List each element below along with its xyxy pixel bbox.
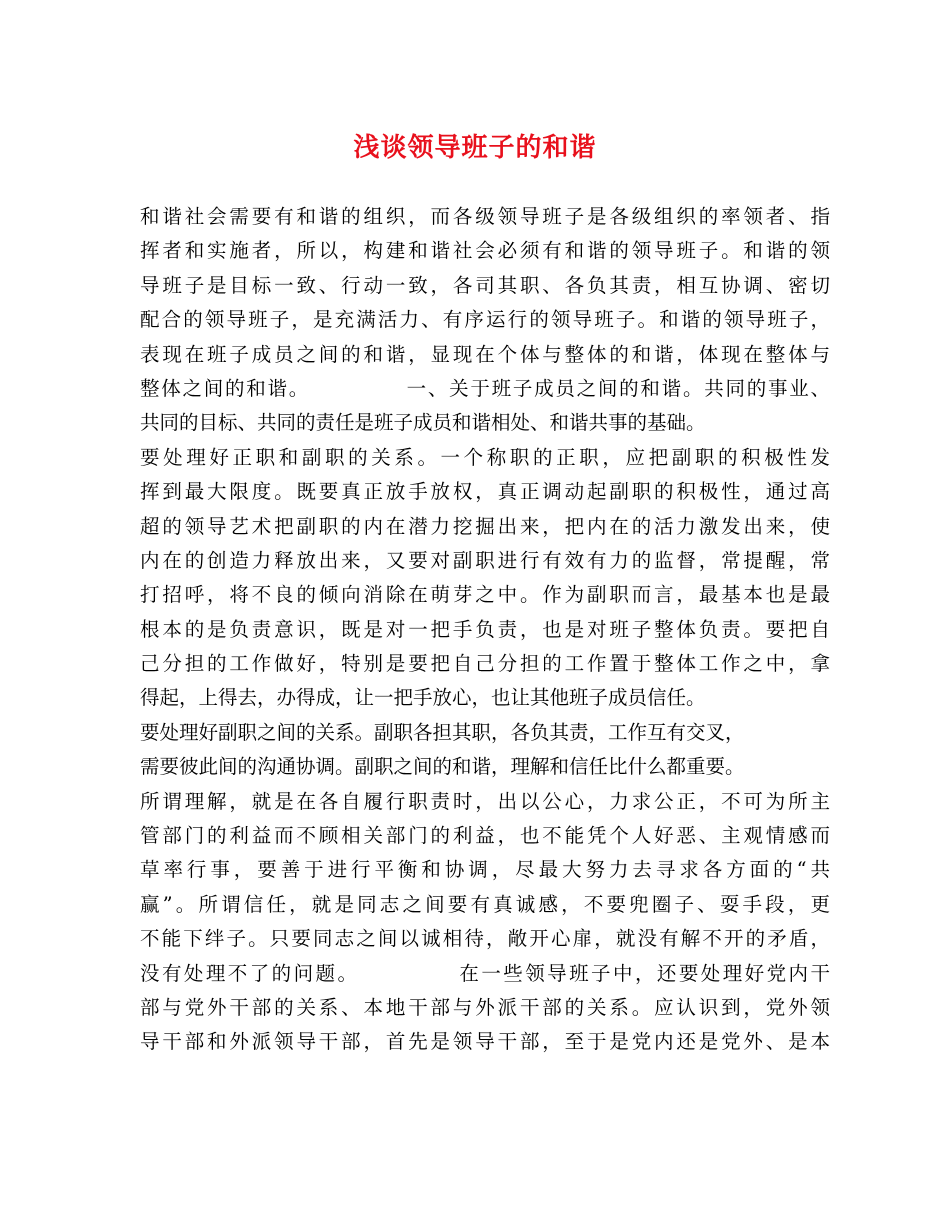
text-line: 和谐社会需要有和谐的组织，而各级领导班子是各级组织的率领者、指 bbox=[140, 205, 830, 228]
text-line: 挥者和实施者，所以，构建和谐社会必须有和谐的领导班子。和谐的领 bbox=[140, 239, 830, 263]
text-line: 需要彼此间的沟通协调。副职之间的和谐，理解和信任比什么都重要。 bbox=[140, 755, 745, 779]
text-line: 根本的是负责意识，既是对一把手负责，也是对班子整体负责。要把自 bbox=[140, 617, 830, 641]
text-line: 不能下绊子。只要同志之间以诚相待，敞开心扉，就没有解不开的矛盾， bbox=[140, 927, 830, 951]
text-line: 己分担的工作做好，特别是要把自己分担的工作置于整体工作之中，拿 bbox=[140, 652, 830, 676]
text-line: 共同的目标、共同的责任是班子成员和谐相处、和谐共事的基础。 bbox=[140, 411, 706, 435]
body-text bbox=[140, 200, 830, 1060]
text-line: 整体之间的和谐。 一、关于班子成员之间的和谐。共同的事业、 bbox=[140, 376, 830, 400]
text-line: 要处理好正职和副职的关系。一个称职的正职，应把副职的积极性发 bbox=[140, 445, 830, 469]
text-line: 表现在班子成员之间的和谐，显现在个体与整体的和谐，体现在整体与 bbox=[140, 342, 830, 366]
text-line: 超的领导艺术把副职的内在潜力挖掘出来，把内在的活力激发出来，使 bbox=[140, 514, 830, 538]
text-line: 要处理好副职之间的关系。副职各担其职，各负其责，工作互有交叉， bbox=[140, 720, 745, 744]
text-line: 部与党外干部的关系、本地干部与外派干部的关系。应认识到，党外领 bbox=[140, 995, 830, 1019]
text-line: 导班子是目标一致、行动一致，各司其职、各负其责，相互协调、密切 bbox=[140, 273, 830, 297]
text-line: 得起，上得去，办得成，让一把手放心，也让其他班子成员信任。 bbox=[140, 686, 706, 710]
text-line: 赢”。所谓信任，就是同志之间要有真诚感，不要兜圈子、耍手段，更 bbox=[140, 892, 830, 916]
text-line: 导干部和外派领导干部，首先是领导干部，至于是党内还是党外、是本 bbox=[140, 1030, 830, 1054]
text-line: 草率行事，要善于进行平衡和协调，尽最大努力去寻求各方面的“共 bbox=[140, 858, 830, 882]
page-title: 浅谈领导班子的和谐 bbox=[353, 133, 597, 163]
text-line: 内在的创造力释放出来，又要对副职进行有效有力的监督，常提醒，常 bbox=[140, 548, 830, 572]
text-line: 配合的领导班子，是充满活力、有序运行的领导班子。和谐的领导班子， bbox=[140, 308, 830, 332]
text-line: 没有处理不了的问题。 在一些领导班子中，还要处理好党内干 bbox=[140, 961, 830, 985]
text-line: 所谓理解，就是在各自履行职责时，出以公心，力求公正，不可为所主 bbox=[140, 789, 830, 813]
text-line: 打招呼，将不良的倾向消除在萌芽之中。作为副职而言，最基本也是最 bbox=[140, 583, 830, 607]
text-line: 管部门的利益而不顾相关部门的利益，也不能凭个人好恶、主观情感而 bbox=[140, 824, 830, 848]
text-line: 挥到最大限度。既要真正放手放权，真正调动起副职的积极性，通过高 bbox=[140, 480, 830, 504]
